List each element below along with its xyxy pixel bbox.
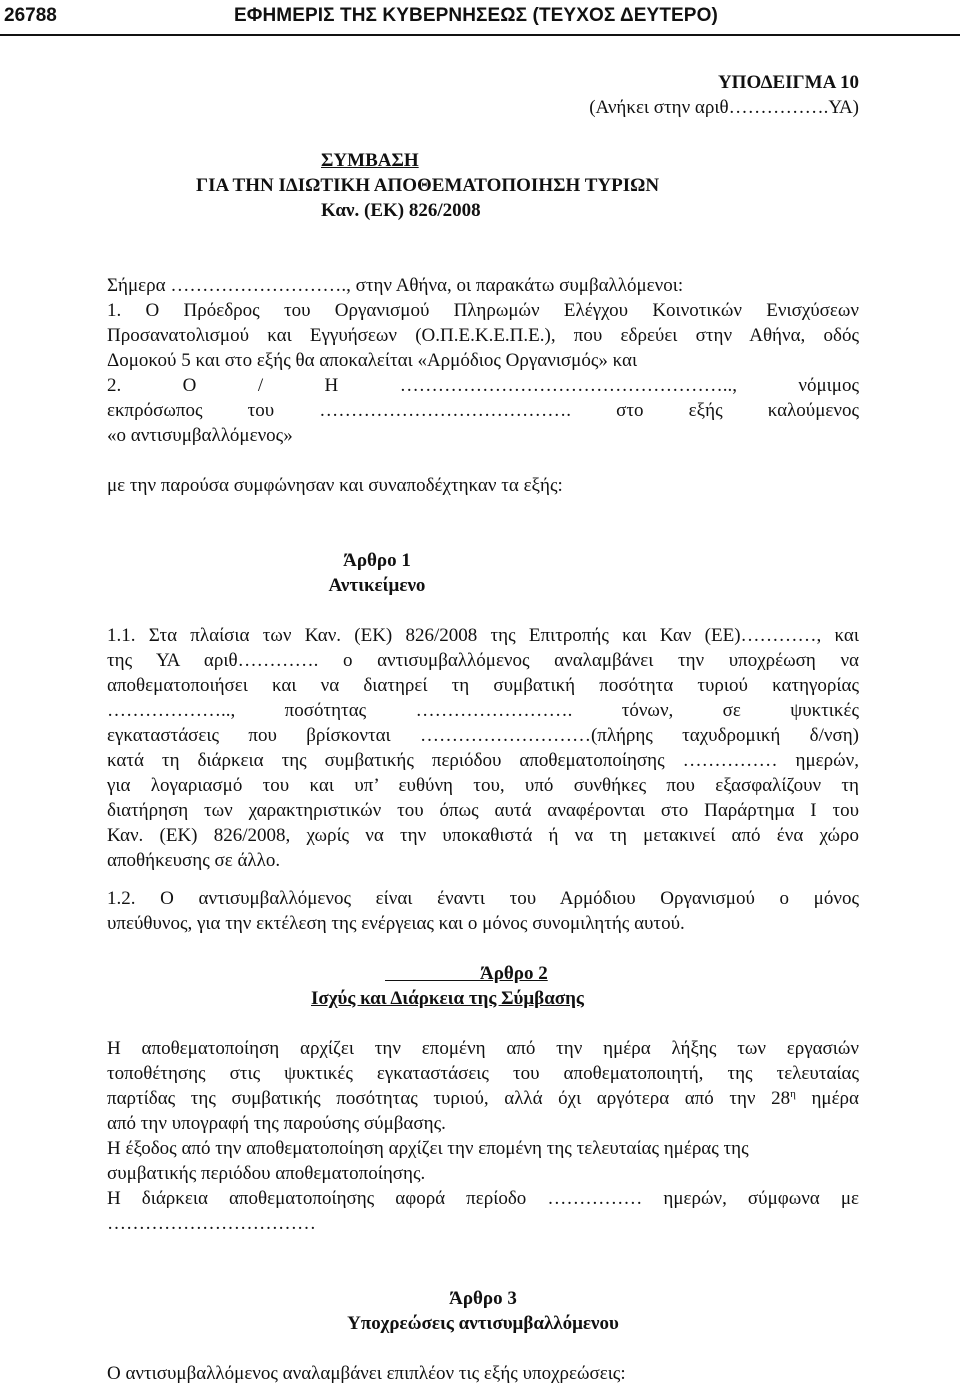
article2-line — [107, 1087, 859, 1112]
article3-intro: Ο αντισυμβαλλόμενος αναλαμβάνει επιπλέον τις εξής υποχρεώσεις: — [107, 1363, 626, 1384]
article2-line3-before: παρτίδας της συμβατικής ποσότητας τυριού, αλλά όχι αργότερα από την 28 — [107, 1088, 791, 1109]
page-header — [0, 0, 960, 34]
article1-line: Καν. (ΕΚ) 826/2008, χωρίς να την υποκαθιστά ή να τη μετακινεί από ένα χώρο — [107, 825, 859, 846]
article1-line: διατήρηση των χαρακτηριστικών του όπως αυτά αναφέρονται στο Παράρτημα Ι του — [107, 800, 859, 821]
sample-belongs: (Ανήκει στην αριθ…………….ΥΑ) — [589, 97, 859, 118]
preamble-line: Προσανατολισμού και Εγγυήσεων (Ο.Π.Ε.Κ.Ε.Π.Ε.), που εδρεύει στην Αθήνα, οδός — [107, 325, 859, 346]
article3-subheading: Υποχρεώσεις αντισυμβαλλόμενου — [347, 1313, 619, 1334]
article2-heading-rule — [385, 963, 480, 984]
gazette-title: ΕΦΗΜΕΡΙΣ ΤΗΣ ΚΥΒΕΡΝΗΣΕΩΣ (ΤΕΥΧΟΣ ΔΕΥΤΕΡΟ) — [234, 5, 718, 26]
contract-title — [321, 149, 419, 174]
article2-line: Η αποθεματοποίηση αρχίζει την επομένη από την ημέρα λήξης των εργασιών — [107, 1038, 859, 1059]
article1-line: υπεύθυνος, για την εκτέλεση της ενέργειας και ο μόνος συνομιλητής αυτού. — [107, 913, 685, 934]
article2-line: Η έξοδος από την αποθεματοποίηση αρχίζει την επομένη της τελευταίας ημέρας της — [107, 1138, 749, 1159]
article1-line: κατά τη διάρκεια της συμβατικής περιόδου αποθεματοποίησης …………… ημερών, — [107, 750, 859, 771]
preamble-line: 1. Ο Πρόεδρος του Οργανισμού Πληρωμών Ελέγχου Κοινοτικών Ενισχύσεων — [107, 300, 859, 321]
article1-line: 1.2. Ο αντισυμβαλλόμενος είναι έναντι του Αρμόδιου Οργανισμού ο μόνος — [107, 888, 859, 909]
article1-line: αποθεματοποιήσει και να διατηρεί τη συμβατική ποσότητα τυριού κατηγορίας — [107, 675, 859, 696]
article1-line: εγκαταστάσεις που βρίσκονται ………………………(πλήρης ταχυδρομική δ/νση) — [107, 725, 859, 746]
preamble-line: εκπρόσωπος του …………………………………. στο εξής καλούμενος — [107, 400, 859, 421]
ordinal-superscript: η — [790, 1088, 796, 1100]
article2-line: συμβατικής περιόδου αποθεματοποίησης. — [107, 1163, 426, 1184]
sample-title: ΥΠΟΔΕΙΓΜΑ 10 — [717, 72, 859, 93]
article2-line: τοποθέτησης στις ψυκτικές εγκαταστάσεις του αποθεματοποιητή, της τελευταίας — [107, 1063, 859, 1084]
preamble-line: «ο αντισυμβαλλόμενος» — [107, 425, 293, 446]
article2-line3-after: ημέρα — [795, 1088, 859, 1109]
article1-line: της ΥΑ αριθ…………. ο αντισυμβαλλόμενος αναλαμβάνει την υποχρέωση να — [107, 650, 859, 671]
article2-line: Η διάρκεια αποθεματοποίησης αφορά περίοδο …………… ημερών, σύμφωνα με — [107, 1188, 859, 1209]
article1-line: 1.1. Στα πλαίσια των Καν. (ΕΚ) 826/2008 της Επιτροπής και Καν (ΕΕ)…………, και — [107, 625, 859, 646]
header-rule — [0, 34, 960, 36]
preamble-line: Σήμερα ………………………., στην Αθήνα, οι παρακάτω συμβαλλόμενοι: — [107, 275, 684, 296]
article2-line: από την υπογραφή της παρούσης σύμβασης. — [107, 1113, 446, 1134]
article1-line: για λογαριασμό του και υπ’ ευθύνη του, υπό συνθήκες που εξασφαλίζουν τη — [107, 775, 859, 796]
page-number: 26788 — [4, 5, 57, 26]
article1-heading: Άρθρο 1 — [343, 550, 411, 571]
contract-title-text: ΣΥΜΒΑΣΗ — [321, 150, 419, 171]
article2-subheading-text: Ισχύς και Διάρκεια της Σύμβασης — [311, 988, 584, 1009]
article3-heading: Άρθρο 3 — [449, 1288, 517, 1309]
article2-line: …………………………… — [107, 1213, 316, 1234]
contract-regulation: Καν. (ΕΚ) 826/2008 — [321, 200, 481, 221]
article2-heading — [385, 962, 548, 987]
article1-subheading: Αντικείμενο — [328, 575, 426, 596]
agreement-text: με την παρούσα συμφώνησαν και συναποδέχτηκαν τα εξής: — [107, 475, 563, 496]
article2-heading-text: Άρθρο 2 — [480, 963, 548, 984]
contract-subtitle: ΓΙΑ ΤΗΝ ΙΔΙΩΤΙΚΗ ΑΠΟΘΕΜΑΤΟΠΟΙΗΣΗ ΤΥΡΙΩΝ — [196, 175, 660, 196]
article1-line: αποθήκευσης σε άλλο. — [107, 850, 281, 871]
article1-line: ……………….., ποσότητας ……………………. τόνων, σε ψυκτικές — [107, 700, 859, 721]
article2-subheading — [311, 987, 584, 1012]
preamble-line: 2. Ο / Η …………………………………………….., νόμιμος — [107, 375, 859, 396]
preamble-line: Δομοκού 5 και στο εξής θα αποκαλείται «Αρμόδιος Οργανισμός» και — [107, 350, 638, 371]
